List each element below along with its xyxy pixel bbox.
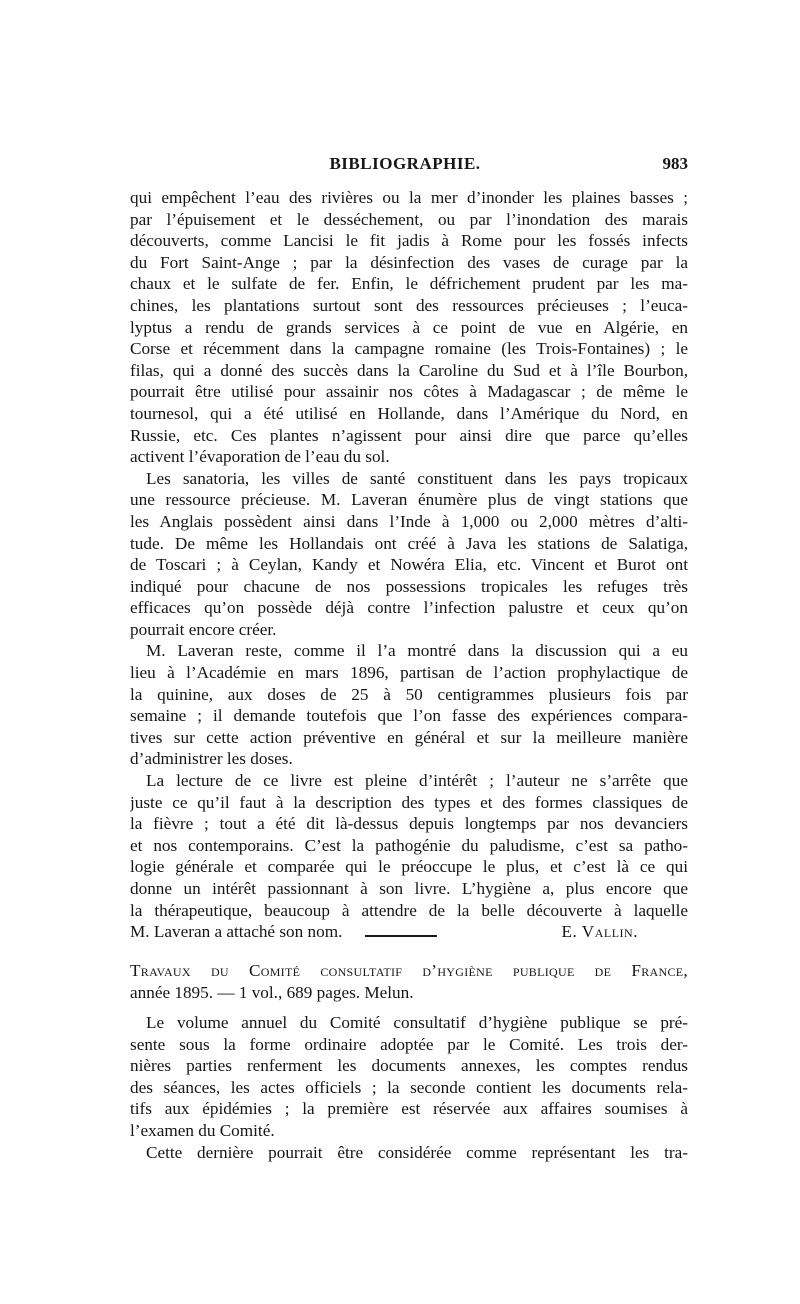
body-line: qui empêchent l’eau des rivières ou la mer d’inonder les plaines basses ; <box>130 188 688 207</box>
body-line: tives sur cette action préventive en général et sur la meilleure manière <box>130 727 688 747</box>
body-line: pourrait encore créer. <box>130 619 277 639</box>
body-line: la quinine, aux doses de 25 à 50 centigrammes plusieurs fois par <box>130 684 688 704</box>
review-line: Cette dernière pourrait être considérée comme représentant les tra- <box>146 1142 688 1162</box>
review-publication-info: année 1895. — 1 vol., 689 pages. Melun. <box>130 982 414 1002</box>
body-line: M. Laveran a attaché son nom. <box>130 922 343 942</box>
review-line: des séances, les actes officiels ; la seconde contient les documents rela- <box>130 1077 688 1097</box>
running-title: BIBLIOGRAPHIE. <box>329 154 481 173</box>
body-line: Russie, etc. Ces plantes n’agissent pour ainsi dire que parce qu’elles <box>130 425 688 445</box>
body-line: Les sanatoria, les villes de santé constituent dans les pays tropicaux <box>146 468 688 488</box>
body-line: lyptus a rendu de grands services à ce point de vue en Algérie, en <box>130 317 688 337</box>
body-line: chaux et le sulfate de fer. Enfin, le défrichement prudent par les ma- <box>130 274 688 294</box>
body-line: une ressource précieuse. M. Laveran énumère plus de vingt stations que <box>130 490 688 510</box>
author-signature: E. Vallin. <box>561 922 638 942</box>
body-line: filas, qui a donné des succès dans la Caroline du Sud et à l’île Bourbon, <box>130 360 688 380</box>
body-line: indiqué pour chacune de nos possessions tropicales les refuges très <box>130 576 688 596</box>
body-line: de Toscari ; à Ceylan, Kandy et Nowéra Elia, etc. Vincent et Burot ont <box>130 555 688 575</box>
page-number: 983 <box>662 154 688 173</box>
body-line: efficaces qu’on possède déjà contre l’infection palustre et ceux qu’on <box>130 598 688 618</box>
body-line: par l’épuisement et le desséchement, ou par l’inondation des marais <box>130 209 688 229</box>
body-line: Corse et récemment dans la campagne romaine (les Trois-Fontaines) ; le <box>130 339 688 359</box>
running-head <box>122 154 688 180</box>
body-line: logie générale et comparée qui le préoccupe le plus, et c’est là ce qui <box>130 857 688 877</box>
review-title: Travaux du Comité consultatif d’hygiène publique de France, <box>130 961 688 980</box>
body-line: juste ce qu’il faut à la description des types et des formes classiques de <box>130 792 688 812</box>
review-line: Le volume annuel du Comité consultatif d’hygiène publique se pré- <box>146 1013 688 1032</box>
body-line: la fièvre ; tout a été dit là-dessus depuis longtemps par nos devanciers <box>130 814 688 834</box>
body-line: découverts, comme Lancisi le fit jadis à Rome pour les fossés infects <box>130 231 688 251</box>
body-line: semaine ; il demande toutefois que l’on fasse des expériences compara- <box>130 706 688 726</box>
body-line: les Anglais possèdent ainsi dans l’Inde à 1,000 ou 2,000 mètres d’alti- <box>130 511 688 531</box>
review-line: l’examen du Comité. <box>130 1120 275 1140</box>
body-line: d’administrer les doses. <box>130 749 293 769</box>
body-line: La lecture de ce livre est pleine d’intérêt ; l’auteur ne s’arrête que <box>146 771 688 791</box>
body-text <box>130 187 688 943</box>
body-line: lieu à l’Académie en mars 1896, partisan de l’action prophylactique de <box>130 663 688 683</box>
review-line: tifs aux épidémies ; la première est réservée aux affaires soumises à <box>130 1099 688 1119</box>
body-line: du Fort Saint-Ange ; par la désinfection des vases de curage par la <box>130 252 688 272</box>
body-line: chines, les plantations surtout sont des ressources précieuses ; l’euca- <box>130 295 688 315</box>
body-line: donne un intérêt passionnant à son livre. L’hygiène a, plus encore que <box>130 879 688 898</box>
body-line: M. Laveran reste, comme il l’a montré dans la discussion qui a eu <box>146 641 688 661</box>
section-separator <box>365 935 437 937</box>
body-line: activent l’évaporation de l’eau du sol. <box>130 447 390 467</box>
body-line: pourrait être utilisé pour assainir nos côtes à Madagascar ; de même le <box>130 382 688 402</box>
body-line: tournesol, qui a été utilisé en Hollande, dans l’Amérique du Nord, en <box>130 403 688 423</box>
body-line: la thérapeutique, beaucoup à attendre de la belle découverte à laquelle <box>130 900 688 920</box>
review-line: nières parties renferment les documents annexes, les comptes rendus <box>130 1056 688 1076</box>
review-body-text <box>130 1012 688 1163</box>
body-line: et nos contemporains. C’est la pathogénie du paludisme, c’est sa patho- <box>130 835 688 855</box>
review-line: sente sous la forme ordinaire adoptée par le Comité. Les trois der- <box>130 1034 688 1054</box>
review-heading <box>130 960 688 1003</box>
body-line: tude. De même les Hollandais ont créé à Java les stations de Salatiga, <box>130 533 688 553</box>
signature-line <box>130 921 688 943</box>
